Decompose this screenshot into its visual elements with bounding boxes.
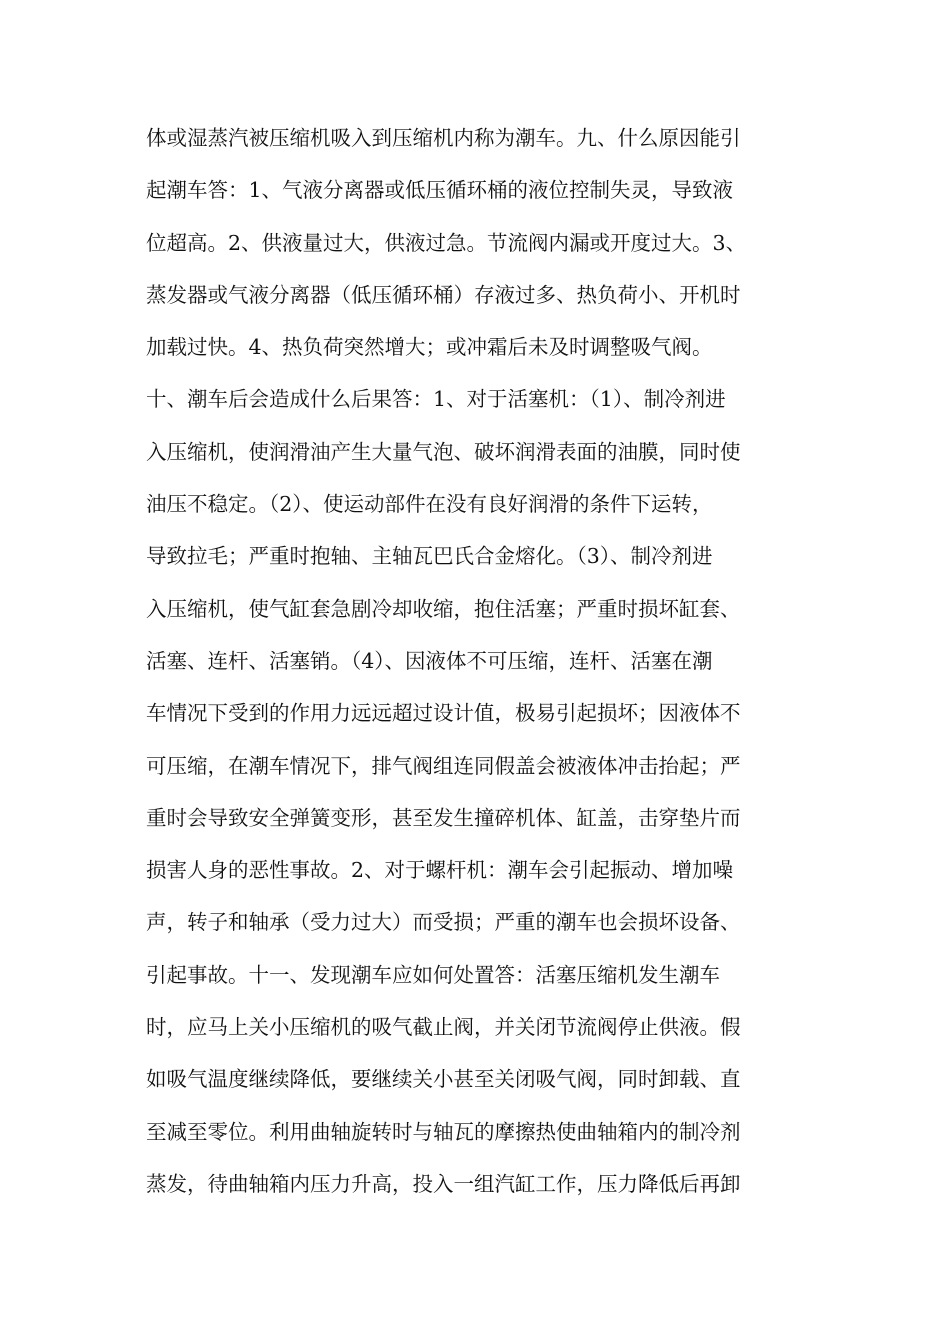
text-line-9: 导致拉毛；严重时抱轴、主轴瓦巴氏合金熔化。（3）、制冷剂进 xyxy=(146,544,713,569)
text-line-17: 引起事故。十一、发现潮车应如何处置答：活塞压缩机发生潮车 xyxy=(146,962,720,987)
text-line-15: 损害人身的恶性事故。2、对于螺杆机：潮车会引起振动、增加噪 xyxy=(146,858,734,883)
text-line-21: 蒸发，待曲轴箱内压力升高，投入一组汽缸工作，压力降低后再卸 xyxy=(146,1171,741,1196)
body-text xyxy=(146,112,806,1210)
text-line-16: 声，转子和轴承（受力过大）而受损；严重的潮车也会损坏设备、 xyxy=(146,910,741,935)
text-line-19: 如吸气温度继续降低，要继续关小甚至关闭吸气阀，同时卸载、直 xyxy=(146,1067,741,1092)
text-line-20: 至减至零位。利用曲轴旋转时与轴瓦的摩擦热使曲轴箱内的制冷剂 xyxy=(146,1119,741,1144)
text-line-8: 油压不稳定。（2）、使运动部件在没有良好润滑的条件下运转， xyxy=(146,492,713,517)
text-line-2: 起潮车答：1、气液分离器或低压循环桶的液位控制失灵，导致液 xyxy=(146,178,734,203)
text-line-4: 蒸发器或气液分离器（低压循环桶）存液过多、热负荷小、开机时 xyxy=(146,282,741,307)
text-line-14: 重时会导致安全弹簧变形，甚至发生撞碎机体、缸盖，击穿垫片而 xyxy=(146,805,741,830)
text-line-12: 车情况下受到的作用力远远超过设计值，极易引起损坏；因液体不 xyxy=(146,701,741,726)
text-line-6: 十、潮车后会造成什么后果答：1、对于活塞机：（1）、制冷剂进 xyxy=(146,387,726,412)
text-line-11: 活塞、连杆、活塞销。（4）、因液体不可压缩，连杆、活塞在潮 xyxy=(146,648,713,673)
text-line-18: 时，应马上关小压缩机的吸气截止阀，并关闭节流阀停止供液。假 xyxy=(146,1015,741,1040)
text-line-1: 体或湿蒸汽被压缩机吸入到压缩机内称为潮车。九、什么原因能引 xyxy=(146,126,741,150)
text-line-10: 入压缩机，使气缸套急剧冷却收缩，抱住活塞；严重时损坏缸套、 xyxy=(146,596,741,621)
text-line-5: 加载过快。4、热负荷突然增大；或冲霜后未及时调整吸气阀。 xyxy=(146,335,713,360)
text-line-7: 入压缩机，使润滑油产生大量气泡、破坏润滑表面的油膜，同时使 xyxy=(146,439,741,464)
text-line-13: 可压缩，在潮车情况下，排气阀组连同假盖会被液体冲击抬起；严 xyxy=(146,753,741,778)
text-line-3: 位超高。2、供液量过大，供液过急。节流阀内漏或开度过大。3、 xyxy=(146,230,747,255)
